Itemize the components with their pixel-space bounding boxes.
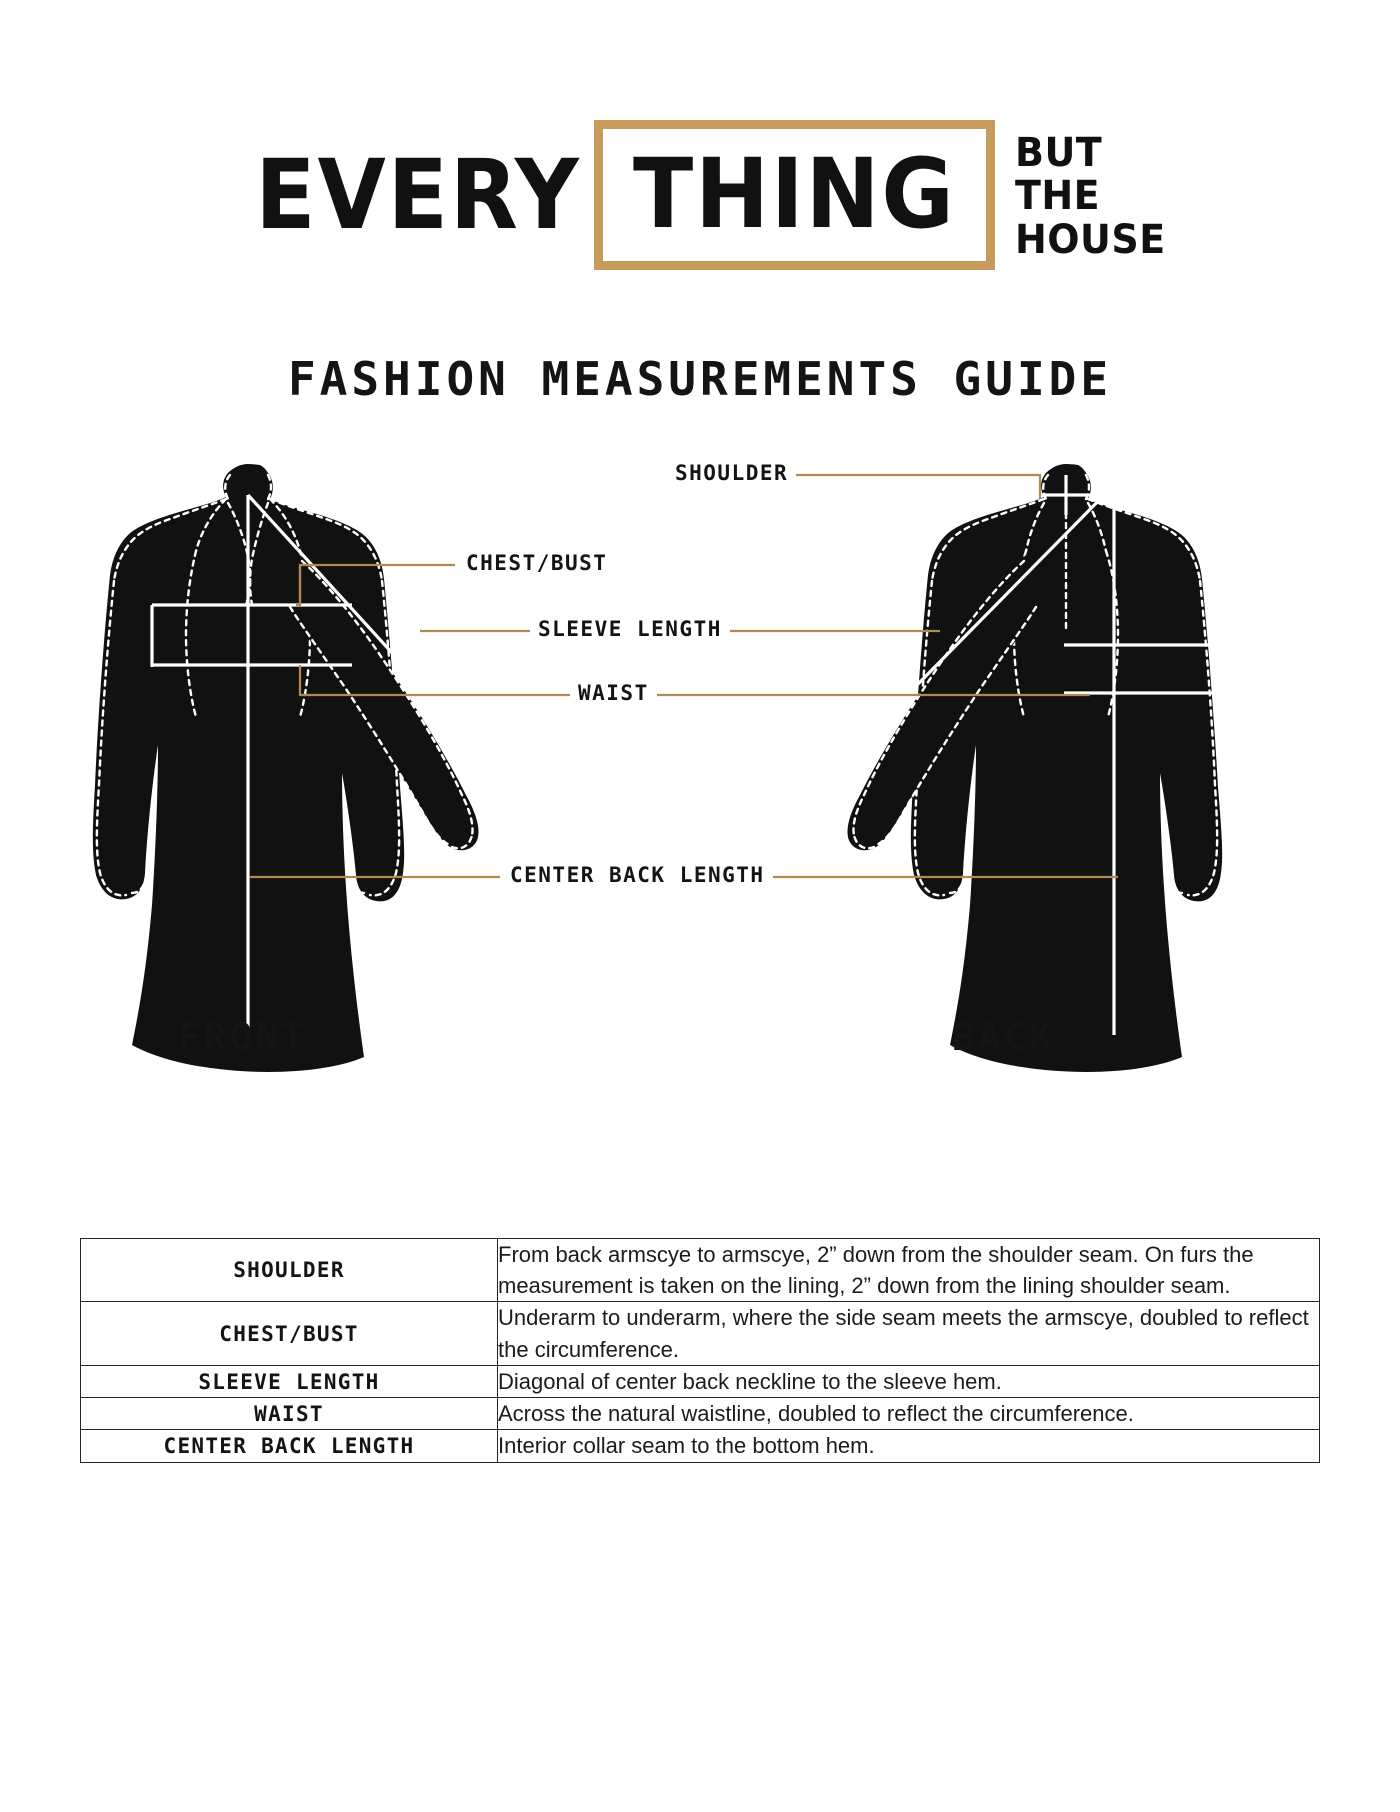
table-term: WAIST: [81, 1398, 498, 1430]
label-chest-bust: CHEST/BUST: [458, 551, 615, 575]
logo-line-but: BUT: [1014, 130, 1103, 177]
front-garment: [93, 464, 479, 1072]
logo-accent-box: [594, 120, 995, 270]
table-term: SLEEVE LENGTH: [81, 1365, 498, 1397]
table-term: SHOULDER: [81, 1239, 498, 1302]
garment-diagram: [0, 455, 1400, 1215]
logo-line-house: HOUSE: [1014, 216, 1166, 263]
table-term: CHEST/BUST: [81, 1302, 498, 1365]
page-title: FASHION MEASUREMENTS GUIDE: [287, 352, 1113, 406]
logo-line-the: THE: [1014, 173, 1100, 220]
label-sleeve-length: SLEEVE LENGTH: [530, 617, 730, 641]
table-row: [81, 1239, 1320, 1302]
table-row: [81, 1365, 1320, 1397]
table-description: From back armscye to armscye, 2” down from the shoulder seam. On furs the measurement is taken on the lining, 2” down from the lining shoulder seam.: [498, 1239, 1320, 1302]
table-row: [81, 1398, 1320, 1430]
logo-stacked-words: [1015, 132, 1174, 262]
label-shoulder: SHOULDER: [667, 461, 796, 485]
label-center-back-length: CENTER BACK LENGTH: [502, 863, 773, 887]
logo-word-every: EVERY: [254, 139, 581, 251]
logo-word-thing: THING: [633, 138, 956, 250]
view-label-back: BACK: [952, 1015, 1056, 1059]
table-description: Across the natural waistline, doubled to reflect the circumference.: [498, 1398, 1320, 1430]
table-row: [81, 1430, 1320, 1462]
back-garment: [848, 464, 1223, 1072]
measurements-table: [80, 1238, 1320, 1463]
table-description: Diagonal of center back neckline to the sleeve hem.: [498, 1365, 1320, 1397]
table-description: Interior collar seam to the bottom hem.: [498, 1430, 1320, 1462]
label-waist: WAIST: [570, 681, 657, 705]
garment-diagram-svg: [0, 455, 1400, 1215]
table-row: [81, 1302, 1320, 1365]
view-label-front: FRONT: [178, 1015, 308, 1059]
table-term: CENTER BACK LENGTH: [81, 1430, 498, 1462]
brand-logo: [0, 95, 1400, 295]
table-description: Underarm to underarm, where the side seam meets the armscye, doubled to reflect the circumference.: [498, 1302, 1320, 1365]
